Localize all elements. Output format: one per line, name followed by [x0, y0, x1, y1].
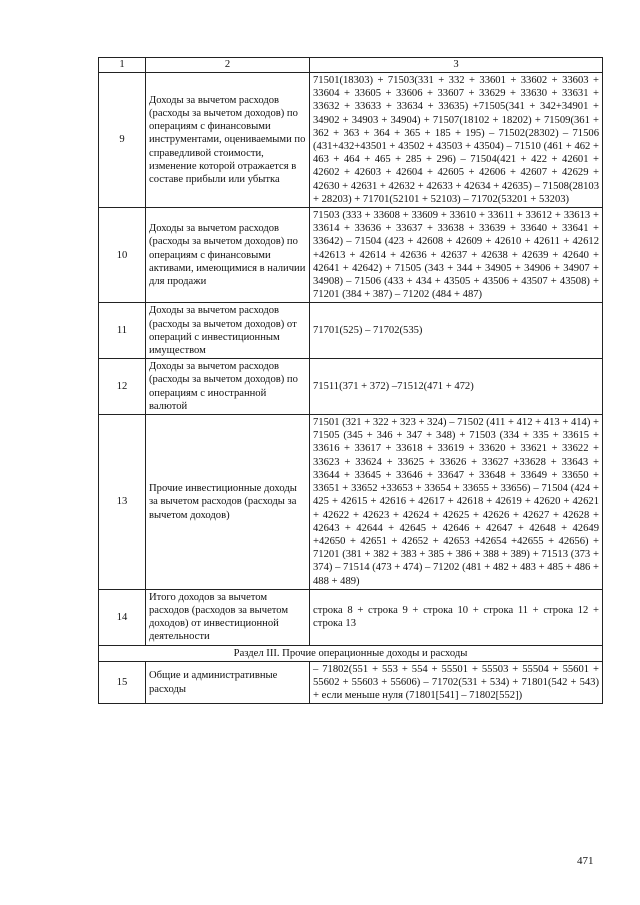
row-number: 12 [99, 359, 146, 415]
row-description: Итого доходов за вычетом расходов (расходов за вычетом доходов) от инвестиционной деятельности [146, 589, 310, 645]
table-row [99, 303, 603, 359]
row-formula: 71501 (321 + 322 + 323 + 324) – 71502 (411 + 412 + 413 + 414) + 71505 (345 + 346 + 347 + 348) + 71503 (334 + 335 + 33615 + 33616 + 33617 + 33618 + 33619 + 33620 + 33621 + 33622 + 33623 + 33624 + 33625 + 33626 + 33627 +33628 + 33643 + 33644 + 33645 + 33646 + 33647 + 33648 + 33649 + 33650 + 33651 + 33652 +33653 + 33654 + 33655 + 33656) – 71504 (424 + 425 + 42615 + 42616 + 42617 + 42618 + 42619 + 42620 + 42621 + 42622 + 42623 + 42624 + 42625 + 42626 + 42627 + 42628 + 42643 + 42644 + 42645 + 42646 + 42647 + 42648 + 42649 +42650 + 42651 + 42652 + 42653 +42654 +42655 + 42656) + 71201 (381 + 382 + 383 + 385 + 386 + 388 + 389) + 71513 (373 + 374) – 71514 (473 + 474) – 71202 (481 + 482 + 483 + 485 + 486 + 488 + 489) [310, 415, 603, 590]
header-row [99, 58, 603, 73]
row-formula: 71503 (333 + 33608 + 33609 + 33610 + 33611 + 33612 + 33613 + 33614 + 33636 + 33637 + 33638 + 33639 + 33640 + 33641 + 33642) – 71504 (423 + 42608 + 42609 + 42610 + 42611 + 42612 +42613 + 42614 + 42636 + 42637 + 42638 + 42639 + 42640 + 42641 + 42642) + 71505 (343 + 344 + 34905 + 34906 + 34907 + 34908) – 71506 (433 + 434 + 43505 + 43506 + 43507 + 43508) + 71201 (384 + 387) – 71202 (484 + 487) [310, 208, 603, 303]
column-header-3: 3 [310, 58, 603, 73]
column-header-1: 1 [99, 58, 146, 73]
row-formula: – 71802(551 + 553 + 554 + 55501 + 55503 + 55504 + 55601 + 55602 + 55603 + 55606) – 71702(531 + 534) + 71801(542 + 543) + если меньше нуля (71801[541] – 71802[552]) [310, 661, 603, 704]
row-description: Доходы за вычетом расходов (расходы за вычетом доходов) от операций с инвестиционным имуществом [146, 303, 310, 359]
section-row [99, 645, 603, 661]
table-row [99, 661, 603, 704]
row-description: Прочие инвестиционные доходы за вычетом расходов (расходы за вычетом доходов) [146, 415, 310, 590]
table-row [99, 73, 603, 208]
row-description: Доходы за вычетом расходов (расходы за вычетом доходов) по операциям с финансовыми инструментами, оцениваемыми по справедливой стоимости, изменение которой отражается в составе прибыли или убытка [146, 73, 310, 208]
page-number: 471 [577, 855, 594, 867]
document-table [98, 57, 603, 704]
row-number: 15 [99, 661, 146, 704]
row-formula: 71501(18303) + 71503(331 + 332 + 33601 + 33602 + 33603 + 33604 + 33605 + 33606 + 33607 + 33629 + 33630 + 33631 + 33632 + 33633 + 33634 + 33635) +71505(341 + 342+34901 + 34902 + 34903 + 34904) + 71507(18102 + 18202) + 71509(361 + 362 + 363 + 364 + 365 + 185 + 195) – 71502(28302) – 71506 (431+432+43501 + 43502 + 43503 + 43504) – 71510 (461 + 462 + 463 + 464 + 465 + 285 + 296) – 71504(421 + 422 + 42601 + 42602 + 42603 + 42604 + 42605 + 42606 + 42607 + 42629 + 42630 + 42631 + 42632 + 42633 + 42634 + 42635) – 71508(28103 + 28203) + 71701(52101 + 52103) – 71702(53201 + 53203) [310, 73, 603, 208]
row-number: 13 [99, 415, 146, 590]
row-number: 10 [99, 208, 146, 303]
row-number: 9 [99, 73, 146, 208]
section-heading: Раздел III. Прочие операционные доходы и расходы [99, 645, 603, 661]
table-row [99, 589, 603, 645]
row-description: Доходы за вычетом расходов (расходы за вычетом доходов) по операциям с иностранной валютой [146, 359, 310, 415]
table-row [99, 359, 603, 415]
column-header-2: 2 [146, 58, 310, 73]
row-formula: строка 8 + строка 9 + строка 10 + строка 11 + строка 12 + строка 13 [310, 589, 603, 645]
row-description: Доходы за вычетом расходов (расходы за вычетом доходов) по операциям с финансовыми активами, имеющимися в наличии для продажи [146, 208, 310, 303]
row-number: 11 [99, 303, 146, 359]
row-number: 14 [99, 589, 146, 645]
table-row [99, 208, 603, 303]
row-formula: 71511(371 + 372) –71512(471 + 472) [310, 359, 603, 415]
row-description: Общие и административные расходы [146, 661, 310, 704]
table-row [99, 415, 603, 590]
row-formula: 71701(525) – 71702(535) [310, 303, 603, 359]
